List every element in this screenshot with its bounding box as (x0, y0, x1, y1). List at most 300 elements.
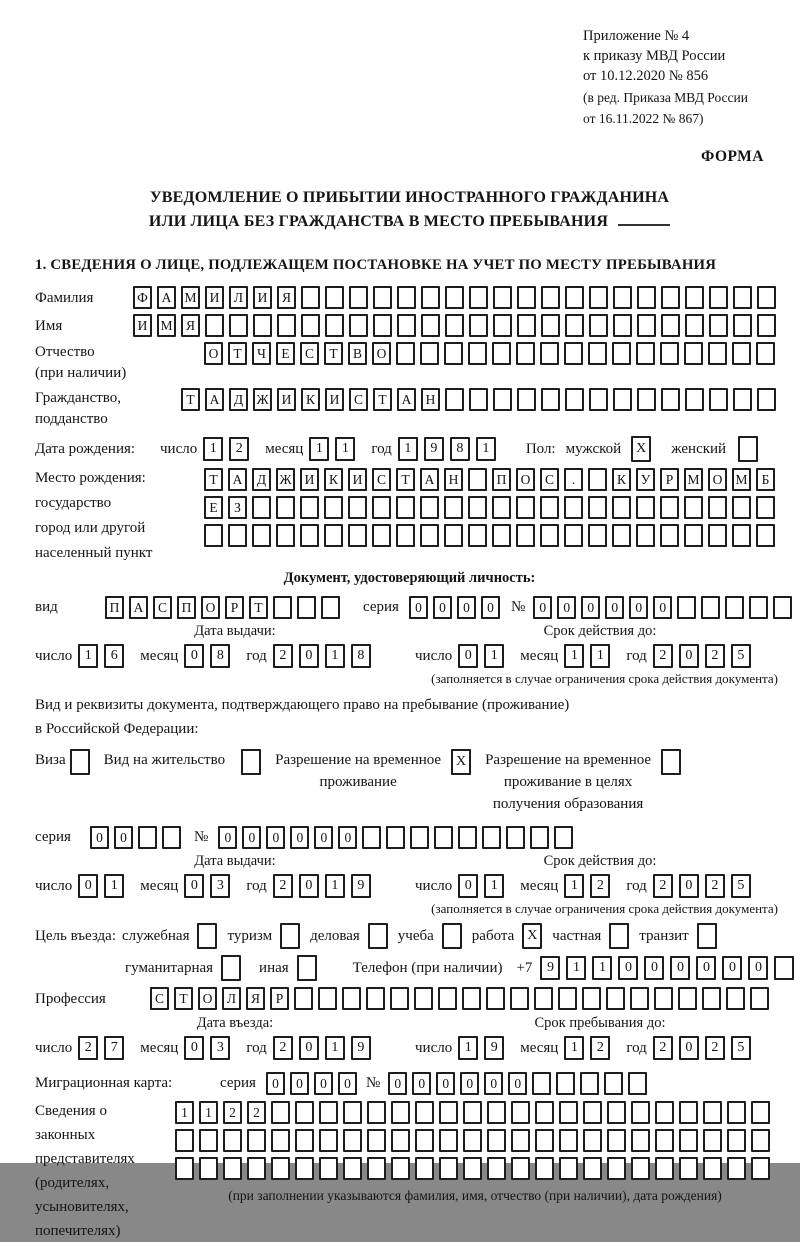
char-cell[interactable] (372, 496, 391, 519)
char-cell[interactable]: К (612, 468, 631, 491)
char-cell[interactable]: 0 (409, 596, 428, 619)
char-cell[interactable]: 2 (273, 1036, 293, 1060)
char-cell[interactable] (655, 1129, 674, 1152)
char-cell[interactable] (637, 314, 656, 337)
char-cell[interactable]: Т (373, 388, 392, 411)
char-cell[interactable]: А (129, 596, 148, 619)
char-cell[interactable]: 9 (484, 1036, 504, 1060)
char-cell[interactable]: 1 (564, 644, 584, 668)
char-cell[interactable]: Р (225, 596, 244, 619)
char-cell[interactable] (199, 1129, 218, 1152)
char-cell[interactable] (708, 524, 727, 547)
char-cell[interactable]: 1 (484, 644, 504, 668)
char-cell[interactable] (709, 286, 728, 309)
char-cell[interactable]: С (372, 468, 391, 491)
char-cell[interactable] (229, 314, 248, 337)
char-cell[interactable]: 2 (273, 644, 293, 668)
char-cell[interactable] (565, 388, 584, 411)
char-cell[interactable] (660, 496, 679, 519)
char-cell[interactable] (138, 826, 157, 849)
char-cell[interactable] (162, 826, 181, 849)
char-cell[interactable] (565, 314, 584, 337)
char-cell[interactable] (751, 1101, 770, 1124)
char-cell[interactable] (373, 286, 392, 309)
char-cell[interactable] (486, 987, 505, 1010)
char-cell[interactable] (661, 286, 680, 309)
char-cell[interactable] (588, 496, 607, 519)
char-cell[interactable] (727, 1101, 746, 1124)
char-cell[interactable] (607, 1101, 626, 1124)
char-cell[interactable] (535, 1101, 554, 1124)
char-cell[interactable] (396, 496, 415, 519)
char-cell[interactable] (612, 524, 631, 547)
char-cell[interactable] (197, 923, 217, 949)
char-cell[interactable] (390, 987, 409, 1010)
char-cell[interactable] (343, 1101, 362, 1124)
char-cell[interactable] (697, 923, 717, 949)
char-cell[interactable]: 0 (679, 874, 699, 898)
char-cell[interactable] (607, 1157, 626, 1180)
char-cell[interactable] (301, 314, 320, 337)
char-cell[interactable] (564, 524, 583, 547)
char-cell[interactable]: 3 (210, 1036, 230, 1060)
char-cell[interactable]: X (451, 749, 471, 775)
char-cell[interactable]: 0 (412, 1072, 431, 1095)
char-cell[interactable] (685, 286, 704, 309)
char-cell[interactable] (654, 987, 673, 1010)
char-cell[interactable] (223, 1157, 242, 1180)
char-cell[interactable] (554, 826, 573, 849)
char-cell[interactable]: Д (229, 388, 248, 411)
char-cell[interactable] (297, 596, 316, 619)
char-cell[interactable]: 1 (199, 1101, 218, 1124)
char-cell[interactable] (420, 496, 439, 519)
char-cell[interactable] (319, 1101, 338, 1124)
char-cell[interactable] (708, 342, 727, 365)
char-cell[interactable] (445, 314, 464, 337)
char-cell[interactable]: 0 (388, 1072, 407, 1095)
char-cell[interactable] (589, 286, 608, 309)
char-cell[interactable]: И (205, 286, 224, 309)
char-cell[interactable]: 1 (309, 437, 329, 461)
char-cell[interactable] (276, 524, 295, 547)
char-cell[interactable] (482, 826, 501, 849)
char-cell[interactable] (631, 1129, 650, 1152)
char-cell[interactable]: И (325, 388, 344, 411)
char-cell[interactable] (343, 1157, 362, 1180)
char-cell[interactable] (280, 923, 300, 949)
char-cell[interactable]: 0 (436, 1072, 455, 1095)
char-cell[interactable] (756, 342, 775, 365)
char-cell[interactable] (324, 524, 343, 547)
char-cell[interactable] (679, 1157, 698, 1180)
char-cell[interactable]: 8 (450, 437, 470, 461)
char-cell[interactable] (241, 749, 261, 775)
char-cell[interactable] (751, 1157, 770, 1180)
char-cell[interactable]: 0 (184, 1036, 204, 1060)
char-cell[interactable]: 2 (78, 1036, 98, 1060)
char-cell[interactable]: 2 (653, 644, 673, 668)
char-cell[interactable] (221, 955, 241, 981)
char-cell[interactable] (445, 388, 464, 411)
char-cell[interactable] (541, 388, 560, 411)
char-cell[interactable] (609, 923, 629, 949)
char-cell[interactable] (655, 1101, 674, 1124)
char-cell[interactable] (321, 596, 340, 619)
char-cell[interactable]: 0 (460, 1072, 479, 1095)
char-cell[interactable] (636, 496, 655, 519)
char-cell[interactable]: 0 (581, 596, 600, 619)
char-cell[interactable] (175, 1129, 194, 1152)
char-cell[interactable] (367, 1129, 386, 1152)
char-cell[interactable] (511, 1157, 530, 1180)
char-cell[interactable] (535, 1129, 554, 1152)
char-cell[interactable]: 2 (223, 1101, 242, 1124)
char-cell[interactable] (391, 1129, 410, 1152)
char-cell[interactable] (582, 987, 601, 1010)
char-cell[interactable] (732, 496, 751, 519)
char-cell[interactable] (444, 524, 463, 547)
char-cell[interactable] (487, 1101, 506, 1124)
char-cell[interactable] (300, 524, 319, 547)
char-cell[interactable] (607, 1129, 626, 1152)
char-cell[interactable] (204, 524, 223, 547)
char-cell[interactable]: Я (277, 286, 296, 309)
char-cell[interactable]: 0 (696, 956, 716, 980)
char-cell[interactable] (541, 314, 560, 337)
char-cell[interactable]: 0 (184, 644, 204, 668)
char-cell[interactable]: 0 (653, 596, 672, 619)
char-cell[interactable] (684, 524, 703, 547)
char-cell[interactable] (631, 1101, 650, 1124)
char-cell[interactable] (458, 826, 477, 849)
char-cell[interactable] (756, 496, 775, 519)
char-cell[interactable] (391, 1157, 410, 1180)
char-cell[interactable] (276, 496, 295, 519)
char-cell[interactable] (661, 749, 681, 775)
char-cell[interactable] (391, 1101, 410, 1124)
char-cell[interactable]: 1 (592, 956, 612, 980)
char-cell[interactable] (434, 826, 453, 849)
char-cell[interactable] (301, 286, 320, 309)
char-cell[interactable] (349, 314, 368, 337)
char-cell[interactable]: О (516, 468, 535, 491)
char-cell[interactable] (679, 1129, 698, 1152)
char-cell[interactable] (540, 342, 559, 365)
char-cell[interactable] (530, 826, 549, 849)
char-cell[interactable] (726, 987, 745, 1010)
char-cell[interactable] (703, 1157, 722, 1180)
char-cell[interactable]: 1 (590, 644, 610, 668)
char-cell[interactable]: 8 (351, 644, 371, 668)
char-cell[interactable] (516, 496, 535, 519)
char-cell[interactable]: 0 (266, 1072, 285, 1095)
char-cell[interactable] (511, 1129, 530, 1152)
char-cell[interactable]: 5 (731, 874, 751, 898)
char-cell[interactable] (612, 496, 631, 519)
char-cell[interactable]: И (277, 388, 296, 411)
char-cell[interactable]: О (201, 596, 220, 619)
char-cell[interactable] (733, 388, 752, 411)
char-cell[interactable]: Р (270, 987, 289, 1010)
char-cell[interactable]: 0 (722, 956, 742, 980)
char-cell[interactable]: 0 (314, 826, 333, 849)
char-cell[interactable]: Т (396, 468, 415, 491)
char-cell[interactable]: И (300, 468, 319, 491)
char-cell[interactable] (396, 524, 415, 547)
char-cell[interactable] (532, 1072, 551, 1095)
char-cell[interactable]: 9 (424, 437, 444, 461)
char-cell[interactable] (684, 342, 703, 365)
char-cell[interactable]: 5 (731, 1036, 751, 1060)
char-cell[interactable] (295, 1101, 314, 1124)
char-cell[interactable] (493, 314, 512, 337)
char-cell[interactable] (349, 286, 368, 309)
char-cell[interactable]: О (708, 468, 727, 491)
char-cell[interactable] (588, 524, 607, 547)
char-cell[interactable] (564, 496, 583, 519)
char-cell[interactable] (637, 286, 656, 309)
char-cell[interactable] (510, 987, 529, 1010)
char-cell[interactable]: П (177, 596, 196, 619)
char-cell[interactable]: 2 (247, 1101, 266, 1124)
char-cell[interactable] (540, 496, 559, 519)
char-cell[interactable] (604, 1072, 623, 1095)
char-cell[interactable] (469, 286, 488, 309)
char-cell[interactable]: 0 (290, 826, 309, 849)
char-cell[interactable] (493, 388, 512, 411)
char-cell[interactable] (492, 524, 511, 547)
char-cell[interactable]: 3 (210, 874, 230, 898)
char-cell[interactable]: Т (228, 342, 247, 365)
char-cell[interactable]: 2 (653, 1036, 673, 1060)
char-cell[interactable] (367, 1157, 386, 1180)
char-cell[interactable]: 0 (748, 956, 768, 980)
char-cell[interactable] (606, 987, 625, 1010)
char-cell[interactable] (273, 596, 292, 619)
char-cell[interactable] (367, 1101, 386, 1124)
char-cell[interactable] (487, 1129, 506, 1152)
char-cell[interactable]: 1 (325, 1036, 345, 1060)
char-cell[interactable]: 2 (705, 874, 725, 898)
char-cell[interactable]: Л (229, 286, 248, 309)
char-cell[interactable]: А (397, 388, 416, 411)
char-cell[interactable]: 7 (104, 1036, 124, 1060)
char-cell[interactable] (325, 314, 344, 337)
char-cell[interactable] (324, 496, 343, 519)
char-cell[interactable]: 0 (90, 826, 109, 849)
char-cell[interactable] (297, 955, 317, 981)
char-cell[interactable]: Ч (252, 342, 271, 365)
char-cell[interactable] (294, 987, 313, 1010)
char-cell[interactable]: 0 (114, 826, 133, 849)
char-cell[interactable] (247, 1157, 266, 1180)
char-cell[interactable]: 2 (653, 874, 673, 898)
char-cell[interactable] (565, 286, 584, 309)
char-cell[interactable] (492, 496, 511, 519)
char-cell[interactable] (319, 1157, 338, 1180)
char-cell[interactable] (559, 1101, 578, 1124)
char-cell[interactable]: Б (756, 468, 775, 491)
char-cell[interactable] (631, 1157, 650, 1180)
char-cell[interactable]: 0 (458, 644, 478, 668)
char-cell[interactable] (677, 596, 696, 619)
char-cell[interactable] (612, 342, 631, 365)
char-cell[interactable] (420, 524, 439, 547)
char-cell[interactable]: 2 (229, 437, 249, 461)
char-cell[interactable] (703, 1101, 722, 1124)
char-cell[interactable] (661, 314, 680, 337)
char-cell[interactable] (517, 388, 536, 411)
char-cell[interactable] (660, 524, 679, 547)
char-cell[interactable] (271, 1157, 290, 1180)
char-cell[interactable]: 5 (731, 644, 751, 668)
char-cell[interactable] (636, 342, 655, 365)
char-cell[interactable] (415, 1101, 434, 1124)
char-cell[interactable] (397, 314, 416, 337)
char-cell[interactable]: 2 (590, 874, 610, 898)
char-cell[interactable] (421, 286, 440, 309)
char-cell[interactable] (773, 596, 792, 619)
char-cell[interactable]: Ф (133, 286, 152, 309)
char-cell[interactable]: А (228, 468, 247, 491)
char-cell[interactable] (362, 826, 381, 849)
char-cell[interactable]: 0 (314, 1072, 333, 1095)
char-cell[interactable] (469, 388, 488, 411)
char-cell[interactable]: Ж (276, 468, 295, 491)
char-cell[interactable] (534, 987, 553, 1010)
char-cell[interactable] (439, 1129, 458, 1152)
char-cell[interactable]: 0 (290, 1072, 309, 1095)
char-cell[interactable]: Т (181, 388, 200, 411)
char-cell[interactable]: О (204, 342, 223, 365)
char-cell[interactable] (655, 1157, 674, 1180)
char-cell[interactable] (589, 314, 608, 337)
char-cell[interactable] (564, 342, 583, 365)
char-cell[interactable]: 2 (273, 874, 293, 898)
char-cell[interactable] (386, 826, 405, 849)
char-cell[interactable]: 0 (508, 1072, 527, 1095)
char-cell[interactable] (541, 286, 560, 309)
char-cell[interactable]: 1 (564, 874, 584, 898)
char-cell[interactable]: У (636, 468, 655, 491)
char-cell[interactable] (300, 496, 319, 519)
char-cell[interactable] (661, 388, 680, 411)
char-cell[interactable] (414, 987, 433, 1010)
char-cell[interactable]: А (420, 468, 439, 491)
char-cell[interactable]: Р (660, 468, 679, 491)
char-cell[interactable] (462, 987, 481, 1010)
char-cell[interactable] (660, 342, 679, 365)
char-cell[interactable] (373, 314, 392, 337)
char-cell[interactable] (410, 826, 429, 849)
char-cell[interactable] (628, 1072, 647, 1095)
char-cell[interactable]: Я (246, 987, 265, 1010)
char-cell[interactable] (637, 388, 656, 411)
char-cell[interactable]: 0 (242, 826, 261, 849)
char-cell[interactable] (342, 987, 361, 1010)
char-cell[interactable]: 6 (104, 644, 124, 668)
char-cell[interactable]: 1 (566, 956, 586, 980)
char-cell[interactable] (468, 524, 487, 547)
char-cell[interactable] (757, 314, 776, 337)
char-cell[interactable]: 0 (299, 874, 319, 898)
char-cell[interactable] (468, 468, 487, 491)
char-cell[interactable]: 1 (484, 874, 504, 898)
char-cell[interactable]: Е (204, 496, 223, 519)
char-cell[interactable] (468, 496, 487, 519)
char-cell[interactable]: Л (222, 987, 241, 1010)
char-cell[interactable] (318, 987, 337, 1010)
char-cell[interactable]: Т (324, 342, 343, 365)
char-cell[interactable]: Т (204, 468, 223, 491)
char-cell[interactable] (438, 987, 457, 1010)
char-cell[interactable] (749, 596, 768, 619)
char-cell[interactable] (396, 342, 415, 365)
char-cell[interactable]: X (631, 436, 651, 462)
char-cell[interactable]: 0 (433, 596, 452, 619)
char-cell[interactable] (630, 987, 649, 1010)
char-cell[interactable]: 0 (338, 826, 357, 849)
char-cell[interactable] (613, 388, 632, 411)
char-cell[interactable]: 0 (266, 826, 285, 849)
char-cell[interactable] (175, 1157, 194, 1180)
char-cell[interactable]: И (133, 314, 152, 337)
char-cell[interactable] (583, 1157, 602, 1180)
char-cell[interactable] (277, 314, 296, 337)
char-cell[interactable] (709, 314, 728, 337)
char-cell[interactable] (366, 987, 385, 1010)
char-cell[interactable] (368, 923, 388, 949)
char-cell[interactable] (348, 524, 367, 547)
char-cell[interactable]: 0 (605, 596, 624, 619)
char-cell[interactable]: М (157, 314, 176, 337)
char-cell[interactable]: М (684, 468, 703, 491)
char-cell[interactable] (463, 1129, 482, 1152)
char-cell[interactable]: К (301, 388, 320, 411)
char-cell[interactable]: С (349, 388, 368, 411)
char-cell[interactable]: 0 (644, 956, 664, 980)
char-cell[interactable] (517, 314, 536, 337)
char-cell[interactable] (757, 388, 776, 411)
char-cell[interactable]: 0 (299, 1036, 319, 1060)
char-cell[interactable]: 0 (557, 596, 576, 619)
char-cell[interactable]: А (205, 388, 224, 411)
char-cell[interactable] (685, 388, 704, 411)
char-cell[interactable]: 1 (398, 437, 418, 461)
char-cell[interactable]: С (300, 342, 319, 365)
char-cell[interactable] (732, 342, 751, 365)
char-cell[interactable] (511, 1101, 530, 1124)
char-cell[interactable] (708, 496, 727, 519)
char-cell[interactable]: Н (444, 468, 463, 491)
char-cell[interactable] (588, 342, 607, 365)
char-cell[interactable]: 0 (481, 596, 500, 619)
char-cell[interactable] (397, 286, 416, 309)
char-cell[interactable]: 9 (540, 956, 560, 980)
char-cell[interactable] (558, 987, 577, 1010)
char-cell[interactable] (588, 468, 607, 491)
char-cell[interactable] (444, 342, 463, 365)
char-cell[interactable]: 1 (325, 644, 345, 668)
char-cell[interactable] (727, 1129, 746, 1152)
char-cell[interactable] (442, 923, 462, 949)
char-cell[interactable] (469, 314, 488, 337)
char-cell[interactable] (420, 342, 439, 365)
char-cell[interactable]: 0 (484, 1072, 503, 1095)
char-cell[interactable] (492, 342, 511, 365)
char-cell[interactable] (295, 1157, 314, 1180)
